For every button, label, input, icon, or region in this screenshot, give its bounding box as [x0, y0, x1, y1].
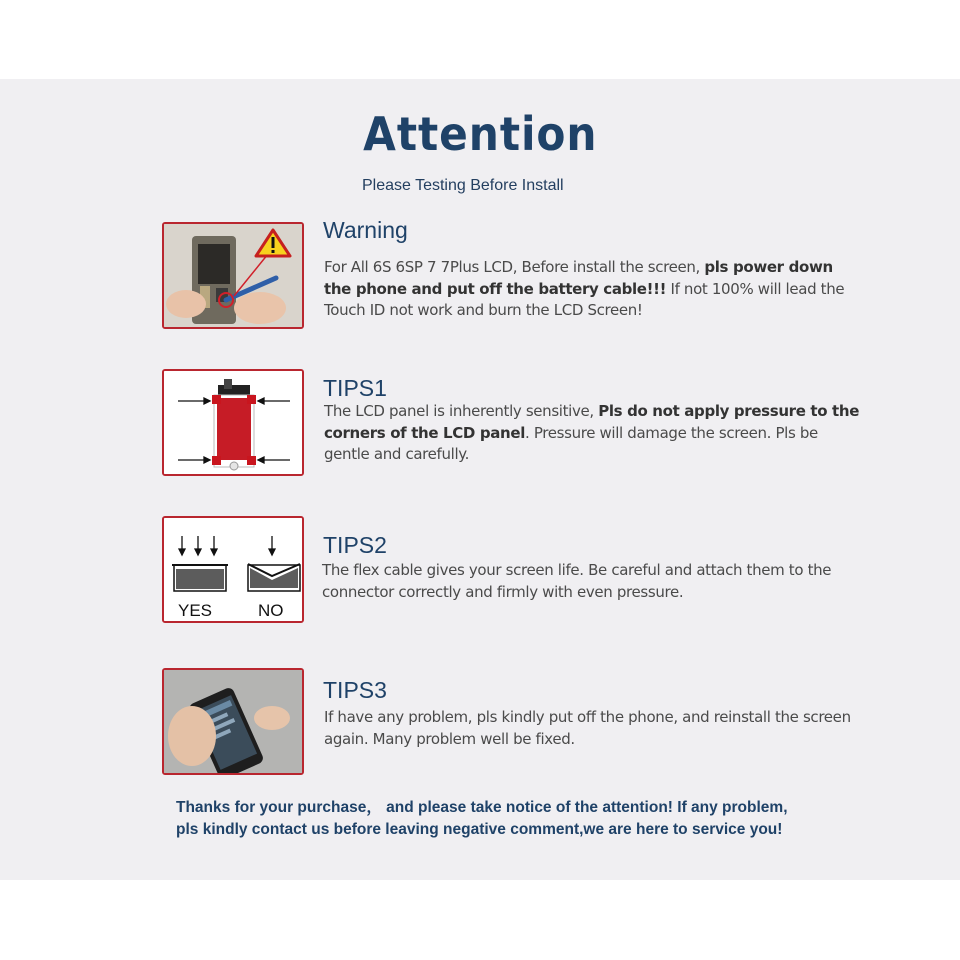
tips1-text-bold: Pls do not apply pressure to the corners of the LCD panel: [324, 402, 860, 442]
no-label: NO: [258, 601, 284, 620]
footer-line-1: Thanks for your purchase， and please take notice of the attention! If any problem,: [176, 799, 788, 816]
page-title: [0, 107, 960, 161]
tips1-text: [324, 401, 864, 466]
yes-label: YES: [178, 601, 213, 620]
page-subtitle: Please Testing Before Install: [362, 177, 564, 194]
tips2-heading: TIPS2: [323, 532, 387, 558]
footer-message: [176, 797, 876, 840]
attention-panel: [0, 79, 960, 880]
warning-text: [324, 257, 864, 322]
tips3-text: If have any problem, pls kindly put off the phone, and reinstall the screen again. Many problem well be fixed.: [324, 708, 851, 748]
tips1-image: [162, 369, 304, 476]
footer-line-2: pls kindly contact us before leaving negative comment,we are here to service you!: [176, 820, 783, 838]
tips1-text-a: The LCD panel is inherently sensitive,: [324, 402, 599, 420]
tips1-heading: TIPS1: [323, 375, 387, 401]
warning-text-bold: pls power down the phone and put off the battery cable!!!: [324, 258, 833, 298]
tips2-image: [162, 516, 304, 623]
warning-text-a: For All 6S 6SP 7 7Plus LCD, Before install the screen,: [324, 258, 705, 276]
tips1-text-c: . Pressure will damage the screen. Pls be gentle and carefully.: [324, 423, 818, 463]
warning-text-c: If not 100% will lead the Touch ID not work and burn the LCD Screen!: [324, 279, 845, 319]
warning-image: [162, 222, 304, 329]
warning-heading: Warning: [323, 217, 408, 243]
tips2-text: The flex cable gives your screen life. Be careful and attach them to the connector correctly and firmly with even pressure.: [322, 561, 832, 601]
tips3-image: [162, 668, 304, 775]
tips3-heading: TIPS3: [323, 677, 387, 703]
title-text: Attention: [362, 107, 598, 161]
